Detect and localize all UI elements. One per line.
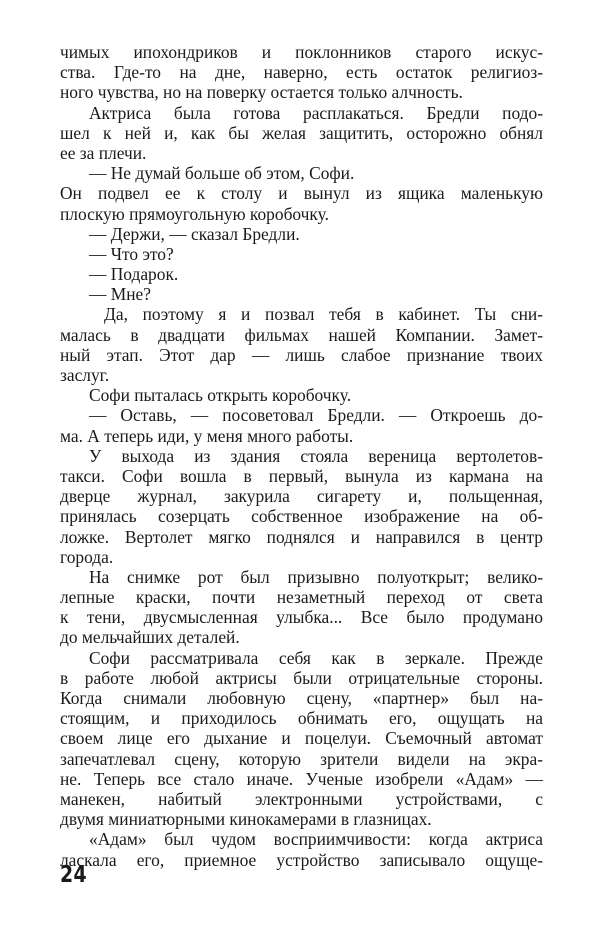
text-line: своем лице его дыхание и поцелуи. Съемочный автомат: [60, 728, 543, 749]
text-line: На снимке рот был призывно полуоткрыт; велико-: [89, 566, 543, 587]
text-line: манекен, набитый электронными устройствами, с: [60, 788, 543, 809]
text-line: ласкала его, приемное устройство записывало ощуще-: [60, 849, 543, 870]
page-number: 24: [60, 862, 88, 888]
paragraph-4: [60, 183, 543, 223]
paragraph-11: [60, 405, 543, 445]
text-line: к тени, двусмысленная улыбка... Все было продумано: [60, 607, 543, 628]
paragraph-15: [60, 829, 543, 869]
text-line: Софи рассматривала себя как в зеркале. Прежде: [89, 647, 543, 668]
text-line: Когда снимали любовную сцену, «партнер» был на-: [60, 688, 543, 708]
text-line: не. Теперь все стало иначе. Ученые изобрели «Адам» —: [60, 768, 543, 789]
text-line: до мельчайших деталей.: [60, 627, 240, 648]
paragraph-1: [60, 42, 543, 103]
paragraph-10: [60, 385, 543, 405]
paragraph-13: [60, 567, 543, 648]
text-line: запечатлевал сцену, которую зрители видели на экра-: [60, 748, 543, 769]
text-line: ный этап. Этот дар — лишь слабое признание твоих: [60, 344, 543, 365]
text-line: ее за плечи.: [60, 142, 147, 163]
text-line: ма. А теперь иди, у меня много работы.: [60, 425, 354, 446]
text-line: ного чувства, но на поверку остается только алчность.: [60, 82, 463, 103]
text-line: принялась созерцать собственное изображение на об-: [60, 506, 543, 527]
text-line: — Держи, — сказал Бредли.: [89, 223, 300, 244]
paragraph-12: [60, 446, 543, 567]
page-text: [60, 42, 543, 870]
text-line: — Не думай больше об этом, Софи.: [89, 163, 355, 184]
paragraph-8: [60, 284, 543, 304]
text-line: Он подвел ее к столу и вынул из ящика маленькую: [60, 183, 543, 204]
paragraph-14: [60, 648, 543, 830]
text-line: дверце журнал, закурила сигарету и, польщенная,: [60, 486, 543, 507]
paragraph-7: [60, 264, 543, 284]
text-line: Софи пыталась открыть коробочку.: [89, 385, 352, 406]
paragraph-5: [60, 224, 543, 244]
text-line: малась в двадцати фильмах нашей Компании. Замет-: [60, 324, 543, 345]
paragraph-3: [60, 163, 543, 183]
text-line: плоскую прямоугольную коробочку.: [60, 203, 329, 224]
text-line: двумя миниатюрными кинокамерами в глазницах.: [60, 809, 432, 830]
text-line: шел к ней и, как бы желая защитить, осторожно обнял: [60, 122, 543, 143]
text-line: — Что это?: [89, 243, 174, 264]
text-line: лепные краски, почти незаметный переход от света: [60, 587, 543, 608]
paragraph-9: [60, 304, 543, 385]
text-line: ложке. Вертолет мягко поднялся и направился в центр: [60, 526, 543, 547]
text-line: стоящим, и приходилось обнимать его, ощущать на: [60, 708, 543, 729]
text-line: такси. Софи вошла в первый, вынула из кармана на: [60, 465, 543, 486]
text-line: Да, поэтому я и позвал тебя в кабинет. Ты сни-: [104, 304, 543, 325]
text-line: в работе любой актрисы были отрицательные стороны.: [60, 667, 543, 688]
text-line: чимых ипохондриков и поклонников старого искус-: [60, 42, 543, 62]
text-line: ства. Где-то на дне, наверно, есть остаток религиоз-: [60, 62, 543, 83]
text-line: У выхода из здания стояла вереница вертолетов-: [89, 445, 543, 466]
text-line: — Мне?: [89, 284, 151, 305]
paragraph-6: [60, 244, 543, 264]
text-line: заслуг.: [60, 365, 110, 385]
text-line: Актриса была готова расплакаться. Бредли подо-: [89, 102, 543, 123]
text-line: «Адам» был чудом восприимчивости: когда актриса: [89, 829, 543, 850]
paragraph-2: [60, 103, 543, 164]
text-line: города.: [60, 546, 114, 567]
text-line: — Оставь, — посоветовал Бредли. — Откроешь до-: [89, 405, 543, 426]
text-line: — Подарок.: [89, 264, 179, 285]
